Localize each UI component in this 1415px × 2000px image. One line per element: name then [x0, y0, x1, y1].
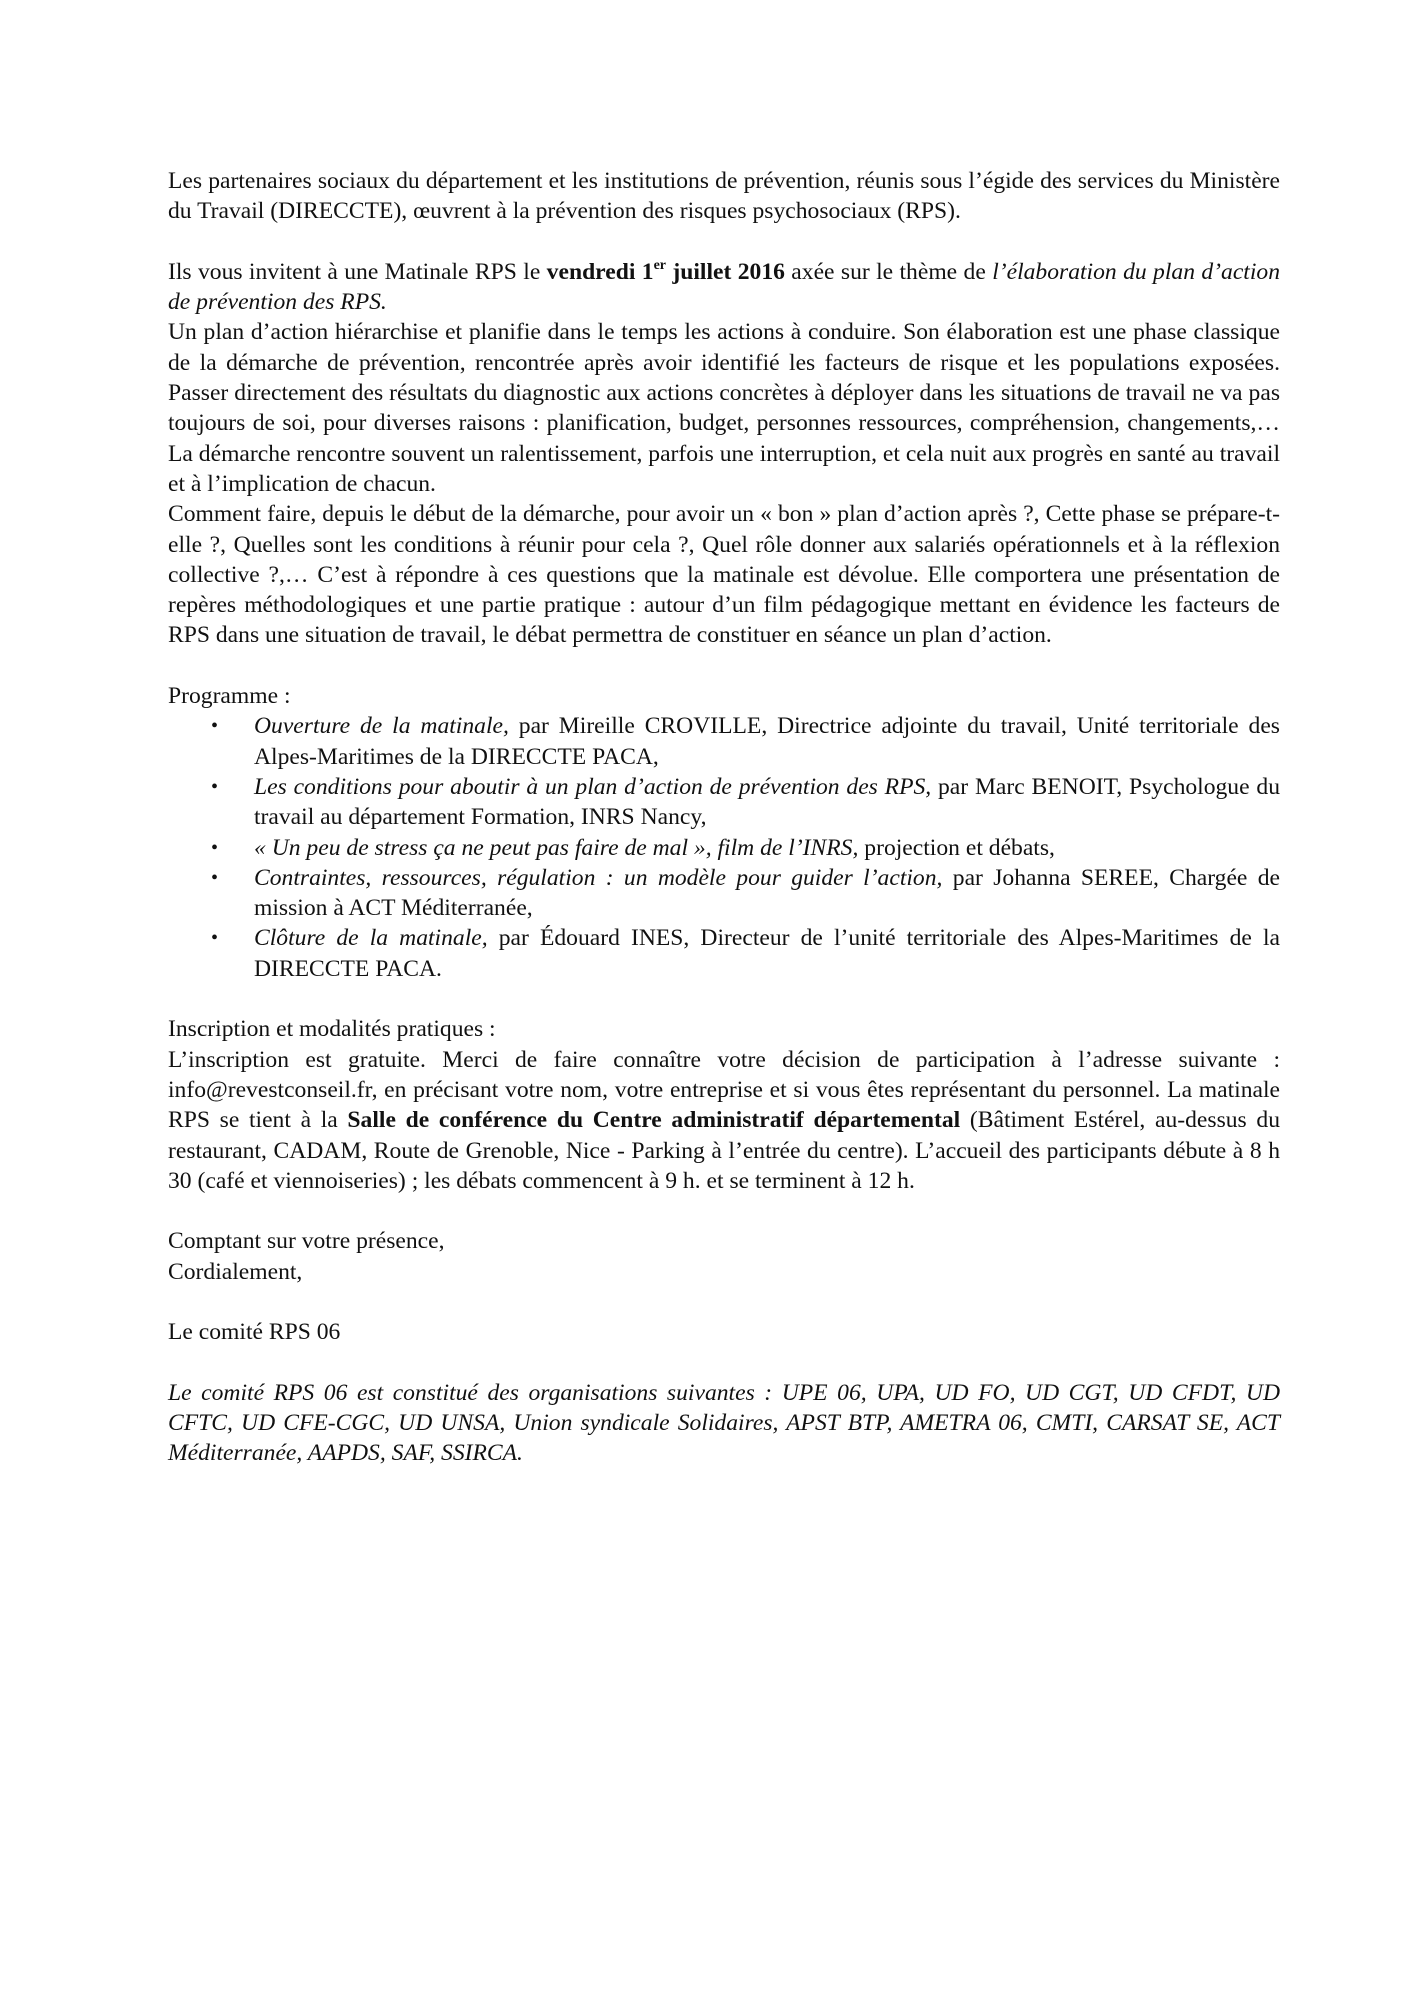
- programme-item-details: par Mireille CROVILLE, Directrice adjointe du travail, Unité territoriale des Alpes-Maritimes de la DIRECCTE PACA,: [254, 713, 1280, 770]
- event-date-day: vendredi 1: [546, 258, 654, 285]
- plan-paragraph: Un plan d’action hiérarchise et planifie dans le temps les actions à conduire. Son élaboration est une phase classique de la démarche de prévention, rencontrée après avoir identifié les facteurs de risque et les populations exposées. Passer directement des résultats du diagnostic aux actions concrètes à déployer dans les situations de travail ne va pas toujours de soi, pour diverses raisons : planification, budget, personnes ressources, compréhension, changements,… La démarche rencontre souvent un ralentissement, parfois une interruption, et cela nuit aux progrès en santé au travail et à l’implication de chacun.: [168, 319, 1280, 497]
- inscription-paragraph: [168, 1045, 1280, 1196]
- event-date: [547, 259, 785, 285]
- spacer: [168, 984, 1280, 1014]
- event-theme: l’élaboration du plan d’action de prévention des RPS.: [168, 258, 1280, 316]
- closing-line: Comptant sur votre présence,: [168, 1228, 445, 1255]
- invitation-suffix: axée sur le thème de: [784, 258, 993, 285]
- programme-heading: Programme :: [168, 683, 291, 710]
- programme-item: [211, 772, 1280, 833]
- inscription-text: , en précisant votre nom, votre entreprise et si vous êtes représentant du personnel. La matinale RPS se tient à la: [168, 1076, 1280, 1134]
- inscription-heading: Inscription et modalités pratiques :: [168, 1016, 496, 1043]
- bullet-icon: •: [211, 866, 219, 889]
- closing-greeting: Cordialement,: [168, 1258, 303, 1285]
- event-date-rest: juillet 2016: [666, 258, 785, 285]
- programme-item-details: projection et débats,: [858, 834, 1055, 861]
- inscription-text: L’inscription est gratuite. Merci de faire connaître votre décision de participation à l’adresse suivante :: [168, 1046, 1280, 1073]
- bullet-icon: •: [211, 715, 219, 738]
- questions-paragraph: Comment faire, depuis le début de la démarche, pour avoir un « bon » plan d’action après ?, Cette phase se prépare-t-elle ?, Quelles sont les conditions à réunir pour cela ?, Quel rôle donner aux salariés opérationnels et à la réflexion collective ?,… C’est à répondre à ces questions que la matinale est dévolue. Elle comportera une présentation de repères méthodologiques et une partie pratique : autour d’un film pédagogique mettant en évidence les facteurs de RPS dans une situation de travail, le débat permettra de constituer en séance un plan d’action.: [168, 501, 1280, 649]
- intro-paragraph: Les partenaires sociaux du département et les institutions de prévention, réunis sous l’égide des services du Ministère du Travail (DIRECCTE), œuvrent à la prévention des risques psychosociaux (RPS).: [168, 168, 1280, 225]
- spacer: [168, 651, 1280, 681]
- bullet-icon: •: [211, 775, 219, 798]
- programme-item-details: par Édouard INES, Directeur de l’unité territoriale des Alpes-Maritimes de la DIRECCTE PACA.: [254, 925, 1280, 982]
- programme-item-title: Clôture de la matinale,: [254, 925, 488, 952]
- programme-item: [211, 923, 1280, 984]
- programme-item: [211, 863, 1281, 924]
- signature: Le comité RPS 06: [168, 1319, 341, 1346]
- contact-email-link[interactable]: info@revestconseil.fr: [168, 1076, 372, 1103]
- invitation-paragraph: [168, 257, 1280, 318]
- venue-name: Salle de conférence du Centre administratif départemental: [347, 1107, 961, 1134]
- programme-item-title: Ouverture de la matinale,: [254, 713, 509, 740]
- event-date-superscript: er: [653, 257, 666, 273]
- programme-item: [211, 833, 1280, 863]
- document-page: [168, 166, 1280, 1469]
- spacer: [168, 1348, 1280, 1378]
- programme-item-title: « Un peu de stress ça ne peut pas faire de mal », film de l’INRS,: [254, 834, 859, 861]
- bullet-icon: •: [211, 836, 219, 859]
- programme-item-details: par Johanna SEREE, Chargée de mission à ACT Méditerranée,: [254, 864, 1281, 922]
- programme-item-title: Les conditions pour aboutir à un plan d’action de prévention des RPS,: [254, 773, 932, 800]
- bullet-icon: •: [211, 927, 219, 950]
- programme-item-title: Contraintes, ressources, régulation : un modèle pour guider l’action,: [254, 864, 943, 891]
- programme-list: [168, 711, 1280, 984]
- invitation-prefix: Ils vous invitent à une Matinale RPS le: [168, 258, 547, 285]
- spacer: [168, 1196, 1280, 1226]
- spacer: [168, 227, 1280, 257]
- programme-item: [211, 711, 1280, 772]
- spacer: [168, 1287, 1280, 1317]
- inscription-text: (Bâtiment Estérel, au-dessus du restaurant, CADAM, Route de Grenoble, Nice - Parking à l’entrée du centre). L’accueil des participants débute à 8 h 30 (café et viennoiseries) ; les débats commencent à 9 h. et se terminent à 12 h.: [168, 1107, 1280, 1194]
- programme-item-details: par Marc BENOIT, Psychologue du travail au département Formation, INRS Nancy,: [254, 773, 1280, 831]
- committee-paragraph: Le comité RPS 06 est constitué des organisations suivantes : UPE 06, UPA, UD FO, UD CGT, UD CFDT, UD CFTC, UD CFE-CGC, UD UNSA, Union syndicale Solidaires, APST BTP, AMETRA 06, CMTI, CARSAT SE, ACT Méditerranée, AAPDS, SAF, SSIRCA.: [168, 1379, 1280, 1467]
